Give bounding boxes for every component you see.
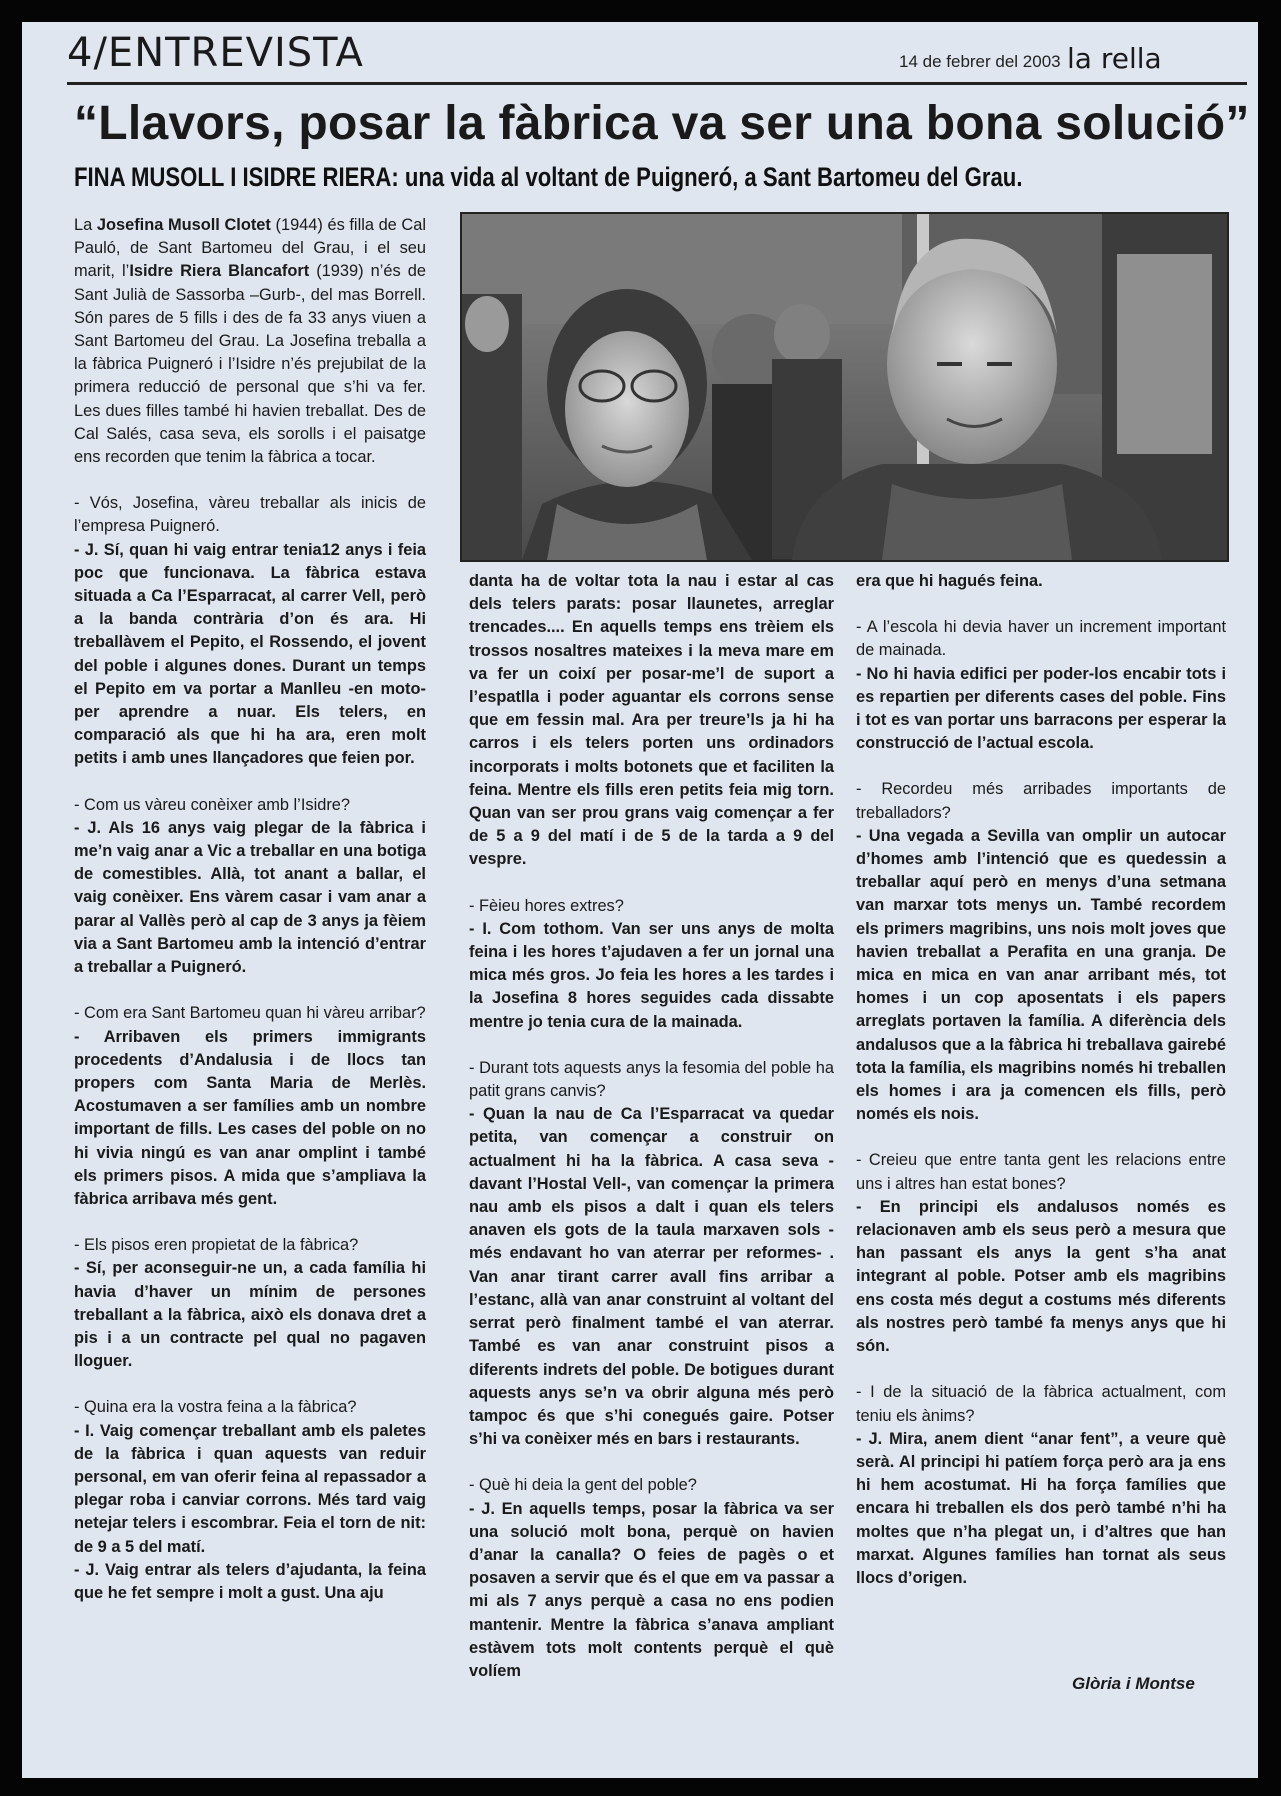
answer: - J. Mira, anem dient “anar fent”, a veure què serà. Al principi hi patíem força però ara ja ens hi hem acostumat. Hi ha força famílies que encara hi treballen els dos però també n’hi ha moltes que n’ha plegat un, i d’altres que han marxat. Algunes famílies han tornat als seus llocs d’origen.	[856, 1429, 1226, 1587]
answer: - J. Sí, quan hi vaig entrar tenia12 anys i feia poc que funcionava. La fàbrica estava situada a Ca l’Esparracat, al carrer Vell, però a la banda contrària d’on és ara. Hi treballàvem el Pepito, el Rossendo, el jovent del poble i algunes dones. Durant un temps el Pepito em va portar a Manlleu -en moto- per aprendre a nuar. Els telers, en comparació als que hi ha ara, eren molt petits i amb unes llançadores que feien por.	[74, 540, 426, 768]
publication-name: la rella	[1067, 42, 1162, 75]
answer-part: - J. Vaig entrar als telers d’ajudanta, la feina que he fet sempre i molt a gust. Una aju	[74, 1560, 426, 1602]
question: - Creieu que entre tanta gent les relacions entre uns i altres han estat bones?	[856, 1151, 1226, 1193]
intro-name-josefina: Josefina Musoll Clotet	[96, 216, 271, 234]
page-header	[67, 30, 1247, 85]
section-title: 4/ENTREVISTA	[67, 30, 364, 76]
question: - Durant tots aquests anys la fesomia del poble ha patit grans canvis?	[469, 1058, 834, 1101]
column-3	[856, 570, 1226, 1613]
answer: - En principi els andalusos només es relacionaven amb els seus però a mesura que han passant els anys la gent s’ha anat integrant al poble. Potser amb els magribins ens costa més degut a costums més diferents als nostres però també fa menys anys que hi són.	[856, 1197, 1226, 1356]
question: - Què hi deia la gent del poble?	[469, 1476, 697, 1495]
question: - Vós, Josefina, vàreu treballar als inicis de l’empresa Puigneró.	[74, 494, 426, 536]
newspaper-page	[22, 22, 1258, 1778]
photo-illustration	[462, 214, 1227, 560]
answer: - Sí, per aconseguir-ne un, a cada família hi havia d’haver un mínim de persones treballant a la fàbrica, això els donava dret a pis i a un contracte pel qual no pagaven lloguer.	[74, 1259, 426, 1371]
subtitle	[74, 162, 1042, 193]
subtitle-names: FINA MUSOLL I ISIDRE RIERA:	[74, 162, 399, 192]
answer-part: era que hi hagués feina.	[856, 572, 1043, 590]
answer: - No hi havia edifici per poder-los encabir tots i es repartien per diferents cases del poble. Fins i tot es van portar uns barracons per esperar la construcció de l’actual escola.	[856, 664, 1226, 753]
column-2	[469, 570, 834, 1683]
intro-text: La	[74, 216, 97, 234]
answer-part: danta ha de voltar tota la nau i estar al cas dels telers parats: posar llaunetes, arreglar trencades.... En aquells temps ens trèiem els trossos nosaltres mateixes i la meva mare em va fer un coixí per posar-me’l de suport a l’espatlla i poder aguantar els corrons sense que em fessin mal. Ara per treure’ls ja hi ha carros i els telers porten uns ordinadors incorporats i molts botonets que et faciliten la feina. Mentre els fills eren petits feia mig torn. Quan van ser prou grans vaig començar a fer de 5 a 9 del matí i de 5 de la tarda a 9 del vespre.	[469, 572, 834, 869]
intro-text: (1944) és filla de Cal Pauló, de Sant Bartomeu del Grau, i el seu marit, l’	[74, 216, 426, 281]
answer: - Quan la nau de Ca l’Esparracat va quedar petita, van començar a construir on actualment hi ha la fàbrica. A casa seva - davant l’Hostal Vell-, van començar la primera nau amb els pisos a dalt i quan els telers anaven els gots de la taula marxaven sols -més endavant ho van aterrar per reformes- . Van anar tirant carrer avall fins arribar a l’estanc, allà van anar construint al voltant del serrat però finalment també el van aterrar. També es van anar construint pisos a diferents indrets del poble. De botigues durant aquests anys se’n va obrir alguna més però tampoc és que s’hi conegués gaire. Potser s’hi va conèixer més en bars i restaurants.	[469, 1105, 834, 1449]
byline: Glòria i Montse	[1072, 1674, 1195, 1693]
headline: “Llavors, posar la fàbrica va ser una bona solució”	[74, 97, 1250, 150]
answer: - Una vegada a Sevilla van omplir un autocar d’homes amb l’intenció que es quedessin a treballar aquí però en menys d’una setmana van marxar tots menys un. També recordem els primers magribins, uns nois molt joves que havien treballat a Perafita en una granja. De mica en mica en van anar arribant més, tot homes i un cop aposentats i els papers arreglats portaven la família. A diferència dels andalusos que a la fàbrica hi treballava gairebé tota la família, els magribins només hi treballen els homes i ara ja comencen els fills, però només els nois.	[856, 826, 1226, 1124]
intro-text: (1939) n’és de Sant Julià de Sassorba –Gurb-, del mas Borrell. Són pares de 5 fills i des de fa 33 anys viuen a Sant Bartomeu del Grau. La Josefina treballa a la fàbrica Puigneró i l’Isidre n’és prejubilat de la primera reducció de personal que s’hi va fer. Les dues filles també hi havien treballat. Des de Cal Salés, casa seva, els sorolls i el paisatge ens recorden que tenim la fàbrica a tocar.	[74, 262, 426, 467]
question: - Recordeu més arribades importants de treballadors?	[856, 780, 1226, 822]
question: - I de la situació de la fàbrica actualment, com teniu els ànims?	[856, 1383, 1226, 1425]
question: - Quina era la vostra feina a la fàbrica?	[74, 1398, 357, 1417]
question: - Els pisos eren propietat de la fàbrica?	[74, 1236, 359, 1255]
answer: - Arribaven els primers immigrants procedents d’Andalusia i de llocs tan propers com Santa Maria de Merlès. Acostumaven a ser famílies amb un nombre important de fills. Les cases del poble on no hi vivia ningú es van anar omplint i també els primers pisos. A mida que s’ampliava la fàbrica arribava més gent.	[74, 1027, 426, 1208]
column-1	[74, 214, 426, 1605]
answer: - I. Vaig començar treballant amb els paletes de la fàbrica i quan aquests van reduir personal, em van oferir feina al repassador a plegar roba i canviar corrons. Més tard vaig netejar telers i escombrar. Feia el torn de nit: de 9 a 5 del matí.	[74, 1421, 426, 1556]
answer: - J. Als 16 anys vaig plegar de la fàbrica i me’n vaig anar a Vic a treballar en una botiga de comestibles. Allà, tot anant a ballar, el vaig conèixer. Ens vàrem casar i vam anar a parar al Vallès però al cap de 3 anys ja fèiem via a Sant Bartomeu amb la intenció d’entrar a treballar a Puigneró.	[74, 818, 426, 977]
answer: - J. En aquells temps, posar la fàbrica va ser una solució molt bona, perquè on havien d’anar la canalla? O feies de pagès o et posaven a servir que és el que em va passar a mi als 7 anys perquè a casa no ens podien mantenir. Mentre la fàbrica s’anava ampliant estàvem tots molt contents perquè el què volíem	[469, 1499, 834, 1680]
issue-date: 14 de febrer del 2003	[899, 52, 1061, 71]
intro-paragraph	[74, 214, 426, 469]
question: - Com us vàreu conèixer amb l’Isidre?	[74, 795, 351, 814]
question: - Fèieu hores extres?	[469, 896, 624, 915]
interview-photo	[460, 212, 1229, 562]
subtitle-tagline: una vida al voltant de Puigneró, a Sant Bartomeu del Grau.	[398, 162, 1023, 192]
question: - A l’escola hi devia haver un increment important de mainada.	[856, 618, 1226, 660]
intro-name-isidre: Isidre Riera Blancafort	[129, 262, 310, 281]
question: - Com era Sant Bartomeu quan hi vàreu arribar?	[74, 1004, 426, 1023]
answer: - I. Com tothom. Van ser uns anys de molta feina i les hores t’ajudaven a fer un jornal una mica més gros. Jo feia les hores a les tardes i la Josefina 8 hores seguides cada dissabte mentre jo tenia cura de la mainada.	[469, 919, 834, 1031]
